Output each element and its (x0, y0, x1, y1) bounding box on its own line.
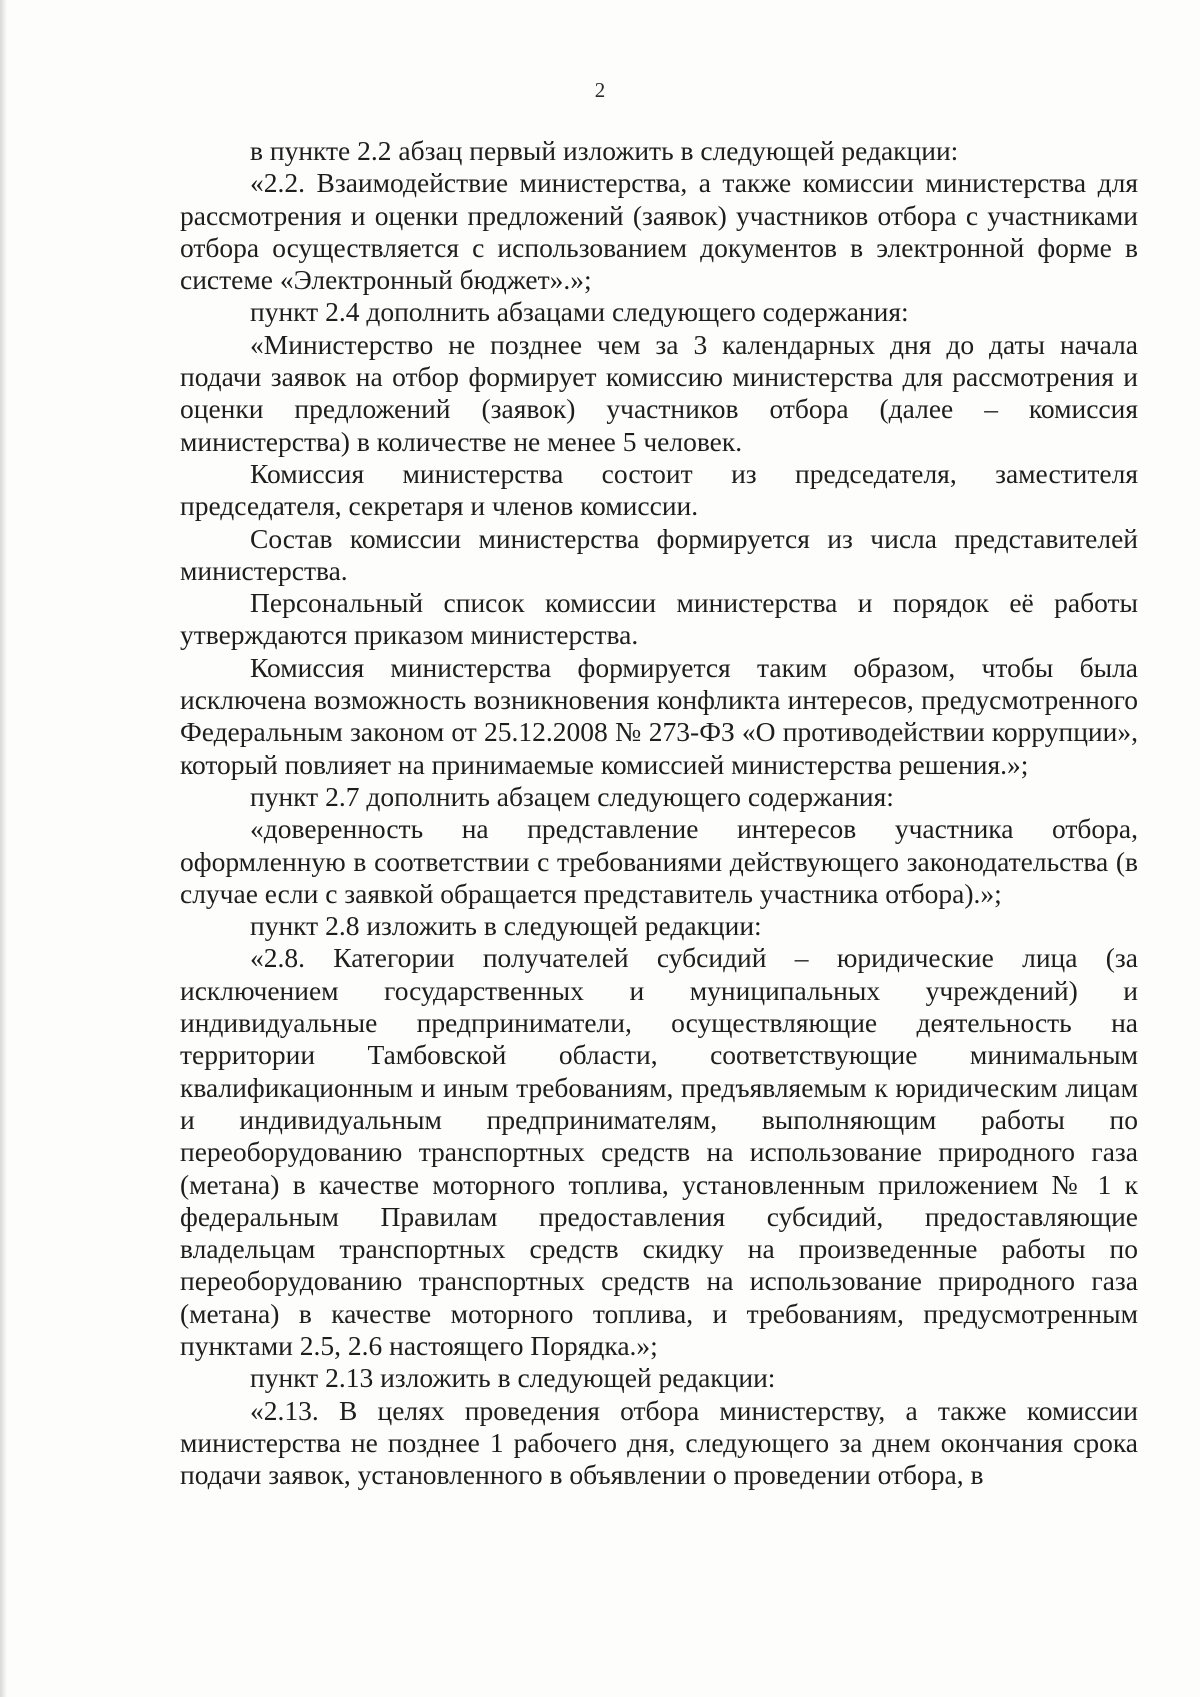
paragraph: Комиссия министерства формируется таким образом, чтобы была исключена возможность возникновения конфликта интересов, предусмотренного Федеральным законом от 25.12.2008 № 273-ФЗ «О противодействии коррупции», который повлияет на принимаемые комиссией министерства решения.»; (180, 651, 1138, 780)
paragraph: «2.13. В целях проведения отбора министерству, а также комиссии министерства не позднее 1 рабочего дня, следующего за днем окончания срока подачи заявок, установленного в объявлении о проведении отбора, в (180, 1394, 1138, 1491)
paragraph: пункт 2.8 изложить в следующей редакции: (250, 910, 762, 942)
paragraph: Комиссия министерства состоит из председателя, заместителя председателя, секретаря и членов комиссии. (180, 457, 1138, 522)
paragraph: «доверенность на представление интересов участника отбора, оформленную в соответствии с требованиями действующего законодательства (в случае если с заявкой обращается представитель участника отбора).»; (180, 813, 1138, 909)
document-body (180, 135, 1138, 1491)
paragraph: «2.8. Категории получателей субсидий – юридические лица (за исключением государственных и муниципальных учреждений) и индивидуальные предприниматели, осуществляющие деятельность на территории Тамбовской области, соответствующие минимальным квалификационным и иным требованиям, предъявляемым к юридическим лицам и индивидуальным предпринимателям, выполняющим работы по переоборудованию транспортных средств на использование природного газа (метана) в качестве моторного топлива, установленным приложением № 1 к федеральным Правилам предоставления субсидий, предоставляющие владельцам транспортных средств скидку на произведенные работы по переоборудованию транспортных средств на использование природного газа (метана) в качестве моторного топлива, и требованиям, предусмотренным пунктами 2.5, 2.6 настоящего Порядка.»; (180, 942, 1138, 1361)
scan-edge-shadow (0, 0, 7, 1697)
paragraph: пункт 2.13 изложить в следующей редакции: (250, 1362, 776, 1394)
page-number: 2 (594, 78, 606, 102)
paragraph: Состав комиссии министерства формируется из числа представителей министерства. (180, 522, 1138, 586)
paragraph: «2.2. Взаимодействие министерства, а также комиссии министерства для рассмотрения и оценки предложений (заявок) участников отбора с участниками отбора осуществляется с использованием документов в электронной форме в системе «Электронный бюджет».»; (180, 167, 1138, 296)
paragraph: пункт 2.7 дополнить абзацем следующего содержания: (250, 780, 894, 812)
paragraph: Персональный список комиссии министерства и порядок её работы утверждаются приказом министерства. (180, 587, 1138, 651)
paragraph: в пункте 2.2 абзац первый изложить в следующей редакции: (250, 135, 959, 166)
paragraph: пункт 2.4 дополнить абзацами следующего содержания: (250, 296, 909, 328)
paragraph: «Министерство не позднее чем за 3 календарных дня до даты начала подачи заявок на отбор формирует комиссию министерства для рассмотрения и оценки предложений (заявок) участников отбора (далее – комиссия министерства) в количестве не менее 5 человек. (180, 328, 1138, 457)
